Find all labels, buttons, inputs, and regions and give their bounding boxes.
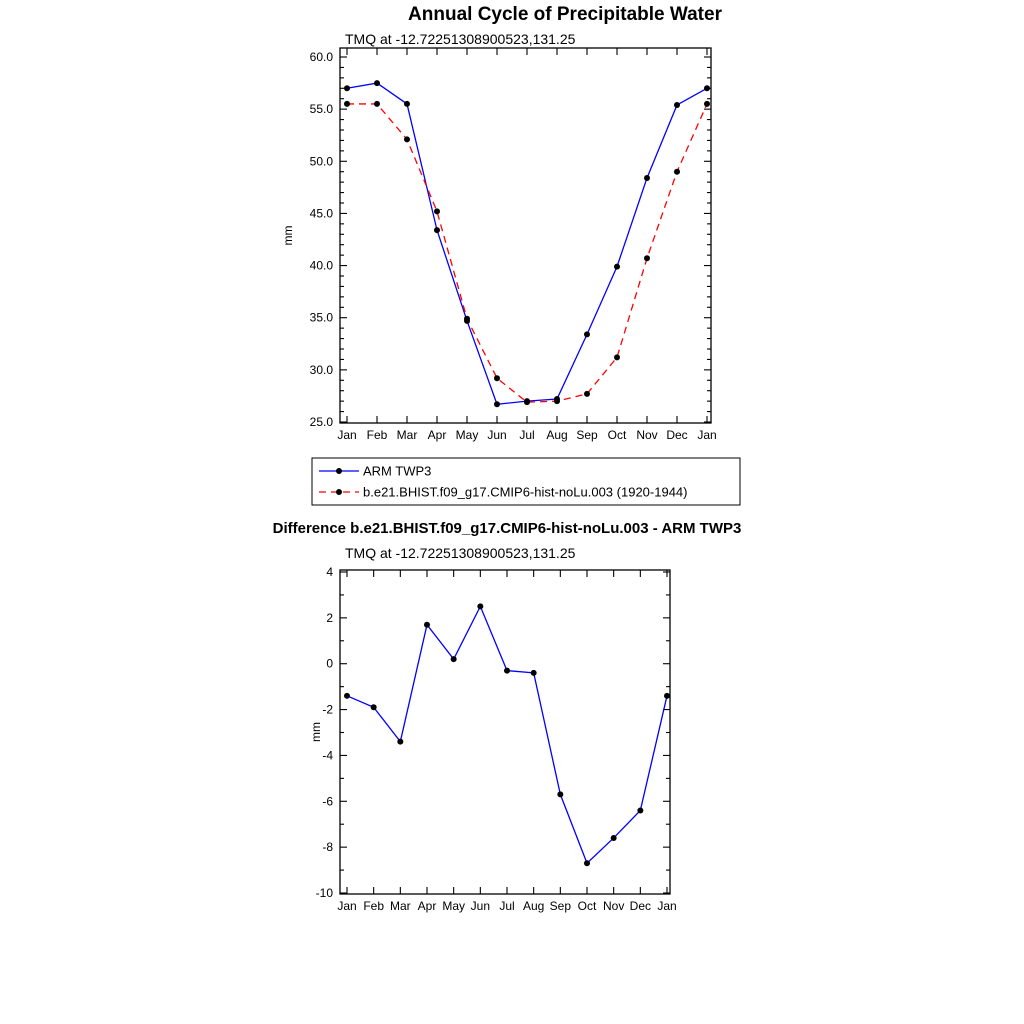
series-line-1 [347,104,707,402]
chart1-title: Annual Cycle of Precipitable Water [408,4,722,25]
x-tick-label: Jul [519,428,535,442]
data-point-marker [704,101,710,107]
x-tick-label: Jan [337,899,357,913]
chart2-title: Difference b.e21.BHIST.f09_g17.CMIP6-hist-noLu.003 - ARM TWP3 [272,520,742,537]
x-tick-label: Jul [499,899,515,913]
data-point-marker [344,101,350,107]
x-tick-label: Jan [337,428,357,442]
x-tick-label: Sep [576,428,598,442]
y-tick-label: -10 [315,886,333,900]
data-point-marker [434,208,440,214]
y-tick-label: 35.0 [309,310,333,325]
y-tick-label: 0 [326,656,333,671]
data-point-marker [344,693,350,699]
y-tick-label: 25.0 [309,415,333,429]
x-tick-label: Dec [666,428,688,442]
data-point-marker [344,85,350,91]
y-tick-label: 60.0 [309,50,333,64]
data-point-marker [637,807,643,813]
y-tick-label: 4 [326,565,333,579]
data-point-marker [664,693,670,699]
y-axis-label: mm [309,722,323,742]
legend-label: b.e21.BHIST.f09_g17.CMIP6-hist-noLu.003 (1920-1944) [363,484,688,500]
data-point-marker [404,136,410,142]
y-tick-label: 30.0 [309,362,333,377]
y-tick-label: 45.0 [309,206,333,221]
data-point-marker [614,354,620,360]
data-point-marker [644,175,650,181]
y-tick-label: -2 [322,702,333,717]
data-point-marker [557,791,563,797]
data-point-marker [434,227,440,233]
x-tick-label: Nov [602,899,625,913]
x-tick-label: Jun [487,428,507,442]
data-point-marker [674,102,680,108]
x-tick-label: May [455,428,479,442]
data-point-marker [494,401,500,407]
data-point-marker [477,603,483,609]
data-point-marker [404,101,410,107]
data-point-marker [397,739,403,745]
data-point-marker [374,80,380,86]
y-tick-label: 50.0 [309,154,333,169]
x-tick-label: Mar [389,899,411,913]
data-point-marker [371,704,377,710]
x-tick-label: Aug [546,428,568,442]
x-tick-label: Sep [549,899,572,913]
chart-2 [309,565,677,913]
x-tick-label: May [442,899,466,913]
x-tick-label: Nov [636,428,658,442]
x-tick-label: Apr [417,899,437,913]
series-line-0 [347,606,667,863]
x-tick-label: Mar [396,428,418,442]
chart1-subtitle: TMQ at -12.72251308900523,131.25 [345,31,576,47]
data-point-marker [424,622,430,628]
data-point-marker [524,399,530,405]
data-point-marker [374,101,380,107]
data-point-marker [584,391,590,397]
plot-frame [340,570,670,894]
data-point-marker [531,670,537,676]
x-tick-label: Oct [607,428,627,442]
y-tick-label: 55.0 [309,102,333,117]
data-point-marker [451,656,457,662]
x-tick-label: Aug [522,899,545,913]
data-point-marker [554,398,560,404]
data-point-marker [644,255,650,261]
data-point-marker [464,316,470,322]
y-axis-label: mm [281,225,295,246]
x-tick-label: Jan [657,899,677,913]
x-tick-label: Oct [577,899,597,913]
x-tick-label: Jun [470,899,491,913]
y-tick-label: 40.0 [309,258,333,273]
x-tick-label: Dec [629,899,652,913]
legend-marker-sample [336,489,342,495]
y-tick-label: 2 [326,610,333,625]
data-point-marker [584,331,590,337]
chart-1 [281,48,740,505]
data-point-marker [584,860,590,866]
data-point-marker [611,835,617,841]
chart2-subtitle: TMQ at -12.72251308900523,131.25 [345,545,576,561]
x-tick-label: Feb [366,428,388,442]
series-line-0 [347,83,707,404]
data-point-marker [674,169,680,175]
data-point-marker [614,264,620,270]
y-tick-label: -8 [322,840,333,855]
x-tick-label: Apr [427,428,447,442]
legend-label: ARM TWP3 [363,463,432,479]
y-tick-label: -6 [322,794,333,809]
data-point-marker [504,668,510,674]
y-tick-label: -4 [322,748,333,763]
data-point-marker [494,375,500,381]
x-tick-label: Jan [697,428,717,442]
data-point-marker [704,85,710,91]
legend-marker-sample [336,468,342,474]
x-tick-label: Feb [363,899,385,913]
